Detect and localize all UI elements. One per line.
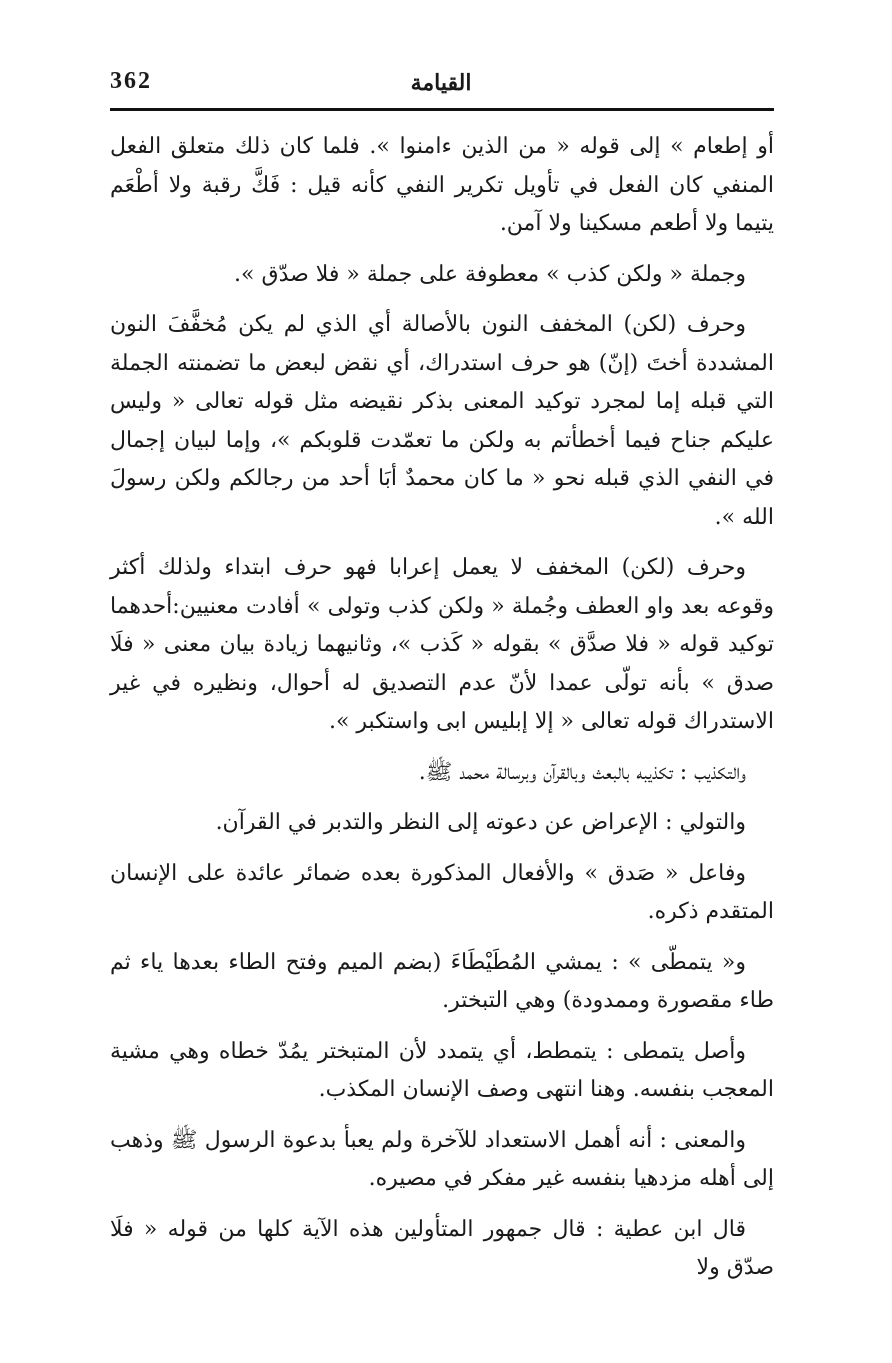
page-number: 362: [110, 68, 152, 94]
paragraph: والمعنى : أنه أهمل الاستعداد للآخرة ولم يعبأ بدعوة الرسول ﷺ وذهب إلى أهله مزدهيا بنفسه غير مفكر في مصيره.: [110, 1127, 774, 1191]
paragraph: أو إطعام » إلى قوله « من الذين ءامنوا ». فلما كان ذلك متعلق الفعل المنفي كان الفعل في تأويل تكرير النفي كأنه قيل : فَكَّ رقبة ولا أطْعَم يتيما ولا أطعم مسكينا ولا آمن.: [110, 134, 774, 236]
running-title: القيامة: [410, 70, 472, 96]
body-text: [110, 128, 774, 1300]
header-rule: [110, 108, 774, 111]
page-header: [110, 62, 772, 106]
paragraph: والتكذيب : تكذيبه بالبعث وبالقرآن وبرسالة محمد ﷺ.: [418, 759, 746, 785]
paragraph: وأصل يتمطى : يتمطط، أي يتمدد لأن المتبختر يمُدّ خطاه وهي مشية المعجب بنفسه. وهنا انتهى وصف الإنسان المكذب.: [110, 1038, 774, 1102]
paragraph: قال ابن عطية : قال جمهور المتأولين هذه الآية كلها من قوله « فلَا صدّق ولا: [110, 1216, 774, 1280]
paragraph: وحرف (لكن) المخفف لا يعمل إعرابا فهو حرف ابتداء ولذلك أكثر وقوعه بعد واو العطف وجُملة « ولكن كذب وتولى » أفادت معنيين:أحدهما توكيد قوله « فلا صدَّق » بقوله « كَذب »، وثانيهما زيادة بيان معنى « فلَا صدق » بأنه تولّى عمدا لأنّ عدم التصديق له أحوال، ونظيره في غير الاستدراك قوله تعالى « إلا إبليس ابى واستكبر ».: [110, 555, 774, 734]
paragraph: وفاعل « صَدق » والأفعال المذكورة بعده ضمائر عائدة على الإنسان المتقدم ذكره.: [110, 860, 774, 924]
paragraph: وحرف (لكن) المخفف النون بالأصالة أي الذي لم يكن مُخفَّفَ النون المشددة أختَ (إنّ) هو حرف استدراك، أي نقض لبعض ما تضمنته الجملة التي قبله إما لمجرد توكيد المعنى بذكر نقيضه مثل قوله تعالى « وليس عليكم جناح فيما أخطأتم به ولكن ما تعمّدت قلوبكم »، وإما لبيان إجمال في النفي الذي قبله نحو « ما كان محمدٌ أبَا أحد من رجالكم ولكن رسولَ الله ».: [110, 312, 774, 530]
paragraph: وجملة « ولكن كذب » معطوفة على جملة « فلا صدّق ».: [234, 261, 746, 287]
paragraph: والتولي : الإعراض عن دعوته إلى النظر والتدبر في القرآن.: [215, 810, 746, 835]
paragraph: و« يتمطّى » : يمشي المُطَيْطَاءَ (بضم الميم وفتح الطاء بعدها ياء ثم طاء مقصورة وممدودة) وهي التبختر.: [110, 949, 774, 1013]
